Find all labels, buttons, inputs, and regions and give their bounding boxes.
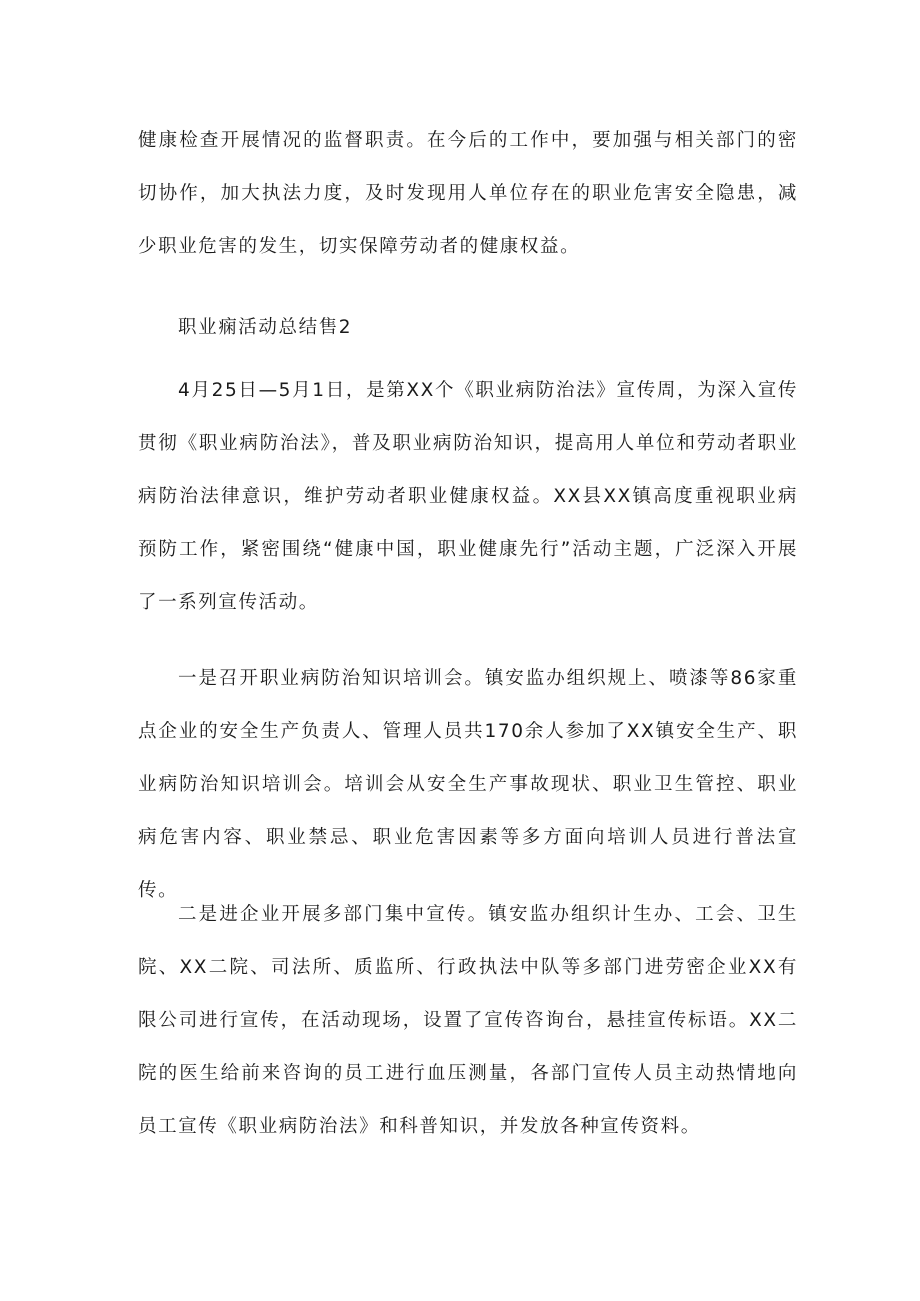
paragraph-enterprise: 二是进企业开展多部门集中宣传。镇安监办组织计生办、工会、卫生院、XX二院、司法所、质监所、行政执法中队等多部门进劳密企业XX有限公司进行宣传，在活动现场，设置了宣传咨询台，悬挂宣传标语。XX二院的医生给前来咨询的员工进行血压测量，各部门宣传人员主动热情地向员工宣传《职业病防治法》和科普知识，并发放各种宣传资料。 [138,904,798,1137]
paragraph-intro: 4月25日—5月1日，是第XX个《职业病防治法》宣传周，为深入宣传贯彻《职业病防治法》，普及职业病防治知识，提高用人单位和劳动者职业病防治法律意识，维护劳动者职业健康权益。XX县XX镇高度重视职业病预防工作，紧密围绕“健康中国，职业健康先行”活动主题，广泛深入开展了一系列宣传活动。 [138,380,798,613]
section-heading: 职业痫活动总结售2 [178,317,353,338]
paragraph-training: 一是召开职业病防治知识培训会。镇安监办组织规上、喷漆等86家重点企业的安全生产负责人、管理人员共170余人参加了XX镇安全生产、职业病防治知识培训会。培训会从安全生产事故现状、职业卫生管控、职业病危害内容、职业禁忌、职业危害因素等多方面向培训人员进行普法宣传。 [138,668,798,901]
paragraph-continuation: 健康检查开展情况的监督职责。在今后的工作中，要加强与相关部门的密切协作，加大执法力度，及时发现用人单位存在的职业危害安全隐患，减少职业危害的发生，切实保障劳动者的健康权益。 [138,130,798,257]
